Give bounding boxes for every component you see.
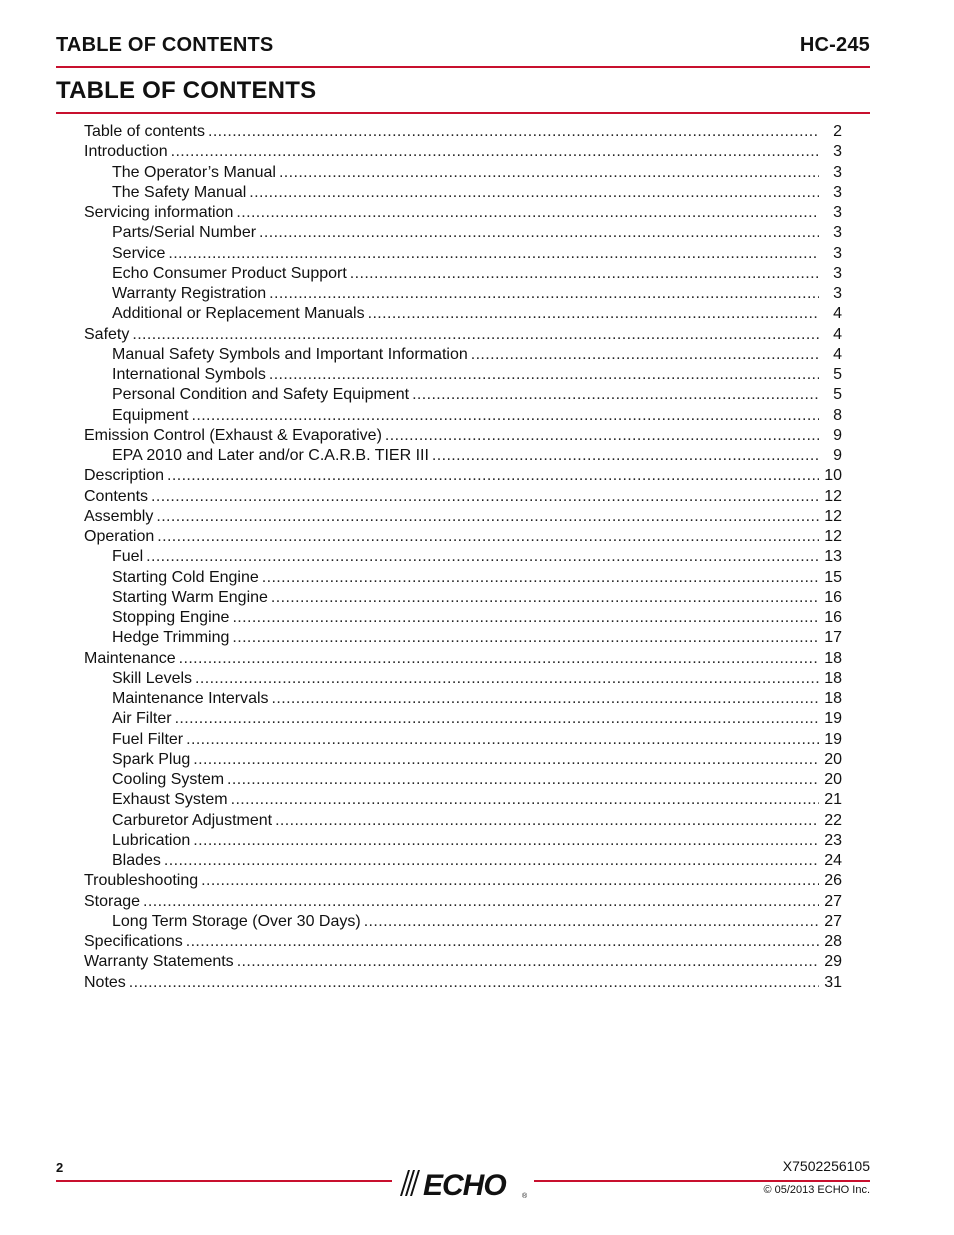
toc-dot-leader: [432, 446, 819, 466]
toc-entry[interactable]: [84, 365, 842, 385]
toc-entry[interactable]: [84, 730, 842, 750]
toc-entry-label: Contents: [84, 487, 149, 505]
toc-entry[interactable]: [84, 973, 842, 993]
toc-entry-label: Troubleshooting: [84, 872, 199, 890]
toc-entry-label: Carburetor Adjustment: [112, 811, 273, 829]
toc-entry[interactable]: [84, 527, 842, 547]
toc-dot-leader: [249, 183, 819, 203]
toc-entry-page: 3: [833, 224, 842, 242]
toc-entry-page: 21: [824, 791, 842, 809]
toc-list: [84, 122, 842, 993]
toc-entry-label: Warranty Statements: [84, 953, 234, 971]
toc-entry-page: 17: [824, 629, 842, 647]
toc-entry-page: 27: [824, 892, 842, 910]
toc-entry-page: 3: [833, 163, 842, 181]
toc-entry[interactable]: [84, 709, 842, 729]
toc-entry-page: 12: [824, 487, 842, 505]
running-header-title: TABLE OF CONTENTS: [56, 34, 274, 56]
toc-dot-leader: [350, 264, 819, 284]
toc-entry[interactable]: [84, 811, 842, 831]
toc-entry-label: Echo Consumer Product Support: [112, 264, 347, 282]
toc-dot-leader: [192, 406, 820, 426]
toc-dot-leader: [146, 547, 819, 567]
toc-dot-leader: [157, 527, 819, 547]
toc-entry-label: Warranty Registration: [112, 285, 267, 302]
toc-entry[interactable]: [84, 183, 842, 203]
toc-entry-page: 18: [824, 649, 842, 667]
toc-dot-leader: [129, 973, 819, 993]
toc-entry-page: 15: [824, 568, 842, 586]
toc-entry[interactable]: [84, 912, 842, 932]
toc-entry[interactable]: [84, 507, 842, 527]
toc-entry[interactable]: [84, 831, 842, 851]
toc-dot-leader: [143, 892, 819, 912]
toc-entry-label: Starting Cold Engine: [112, 568, 259, 586]
toc-entry-page: 24: [824, 852, 842, 869]
toc-entry[interactable]: [84, 547, 842, 567]
toc-entry-page: 22: [824, 811, 842, 829]
toc-entry[interactable]: [84, 750, 842, 770]
toc-entry-label: Maintenance Intervals: [112, 690, 269, 707]
toc-entry-label: Servicing information: [84, 204, 234, 221]
toc-entry-page: 10: [824, 467, 842, 485]
toc-dot-leader: [385, 426, 819, 446]
model-number: HC-245: [799, 34, 870, 56]
toc-entry-label: International Symbols: [112, 366, 266, 383]
toc-entry-label: Service: [112, 244, 166, 262]
toc-entry-label: Long Term Storage (Over 30 Days): [112, 912, 361, 930]
toc-dot-leader: [171, 142, 819, 162]
toc-entry-page: 9: [833, 426, 842, 444]
toc-entry[interactable]: [84, 223, 842, 243]
toc-dot-leader: [208, 122, 819, 142]
toc-entry-label: Maintenance: [84, 649, 176, 667]
toc-entry[interactable]: [84, 588, 842, 608]
toc-entry-page: 31: [824, 973, 842, 991]
toc-entry-page: 13: [824, 548, 842, 566]
toc-entry-label: Assembly: [84, 507, 154, 525]
toc-entry-page: 20: [824, 750, 842, 768]
toc-entry-page: 3: [833, 143, 842, 161]
toc-dot-leader: [193, 831, 819, 851]
toc-entry[interactable]: [84, 203, 842, 223]
svg-text:®: ®: [522, 1193, 528, 1200]
toc-entry[interactable]: [84, 669, 842, 689]
toc-entry[interactable]: [84, 466, 842, 486]
toc-entry-label: Description: [84, 467, 165, 485]
toc-entry[interactable]: [84, 122, 842, 142]
toc-entry-label: Specifications: [84, 933, 183, 950]
toc-entry-label: Starting Warm Engine: [112, 588, 268, 606]
toc-entry-page: 3: [833, 285, 842, 302]
document-number: X7502256105: [782, 1158, 870, 1174]
page-number: 2: [56, 1160, 64, 1175]
toc-dot-leader: [201, 871, 819, 891]
toc-dot-leader: [132, 325, 819, 345]
toc-entry[interactable]: [84, 770, 842, 790]
toc-entry[interactable]: [84, 142, 842, 162]
toc-dot-leader: [175, 709, 819, 729]
toc-entry-page: 26: [824, 872, 842, 890]
toc-entry[interactable]: [84, 487, 842, 507]
toc-entry[interactable]: [84, 284, 842, 304]
toc-entry-label: Emission Control (Exhaust & Evaporative): [84, 426, 382, 444]
toc-entry-label: Skill Levels: [112, 669, 193, 687]
toc-entry[interactable]: [84, 244, 842, 264]
toc-entry-label: Lubrication: [112, 831, 191, 849]
toc-entry-page: 2: [833, 123, 842, 140]
toc-dot-leader: [236, 203, 819, 223]
footer-rule-left: [56, 1180, 392, 1182]
toc-entry-label: Fuel: [112, 548, 144, 566]
toc-entry[interactable]: [84, 426, 842, 446]
section-title-block: [56, 74, 870, 114]
toc-entry[interactable]: [84, 325, 842, 345]
toc-entry-page: 23: [824, 831, 842, 849]
toc-entry-page: 29: [824, 953, 842, 971]
toc-dot-leader: [259, 223, 819, 243]
toc-entry[interactable]: [84, 851, 842, 871]
toc-entry-page: 3: [833, 183, 842, 201]
copyright-notice: © 05/2013 ECHO Inc.: [763, 1184, 870, 1196]
toc-entry[interactable]: [84, 608, 842, 628]
page-title: TABLE OF CONTENTS: [56, 77, 317, 104]
toc-entry-page: 8: [833, 406, 842, 424]
toc-entry[interactable]: [84, 446, 842, 466]
toc-dot-leader: [232, 608, 819, 628]
toc-entry-label: The Safety Manual: [112, 183, 247, 201]
toc-entry-label: Spark Plug: [112, 750, 191, 768]
toc-entry-page: 18: [824, 669, 842, 687]
toc-entry-page: 12: [824, 507, 842, 525]
toc-dot-leader: [168, 244, 819, 264]
toc-dot-leader: [186, 932, 819, 952]
toc-entry-page: 19: [824, 710, 842, 728]
toc-entry-label: Stopping Engine: [112, 609, 230, 626]
toc-dot-leader: [195, 669, 819, 689]
toc-entry-page: 20: [824, 771, 842, 788]
toc-dot-leader: [364, 912, 819, 932]
toc-dot-leader: [269, 284, 819, 304]
toc-entry-page: 12: [824, 528, 842, 545]
toc-entry[interactable]: [84, 689, 842, 709]
toc-entry-label: Exhaust System: [112, 791, 228, 809]
toc-entry[interactable]: [84, 264, 842, 284]
toc-entry-label: Hedge Trimming: [112, 629, 230, 647]
toc-entry[interactable]: [84, 649, 842, 669]
toc-entry[interactable]: [84, 628, 842, 648]
toc-entry[interactable]: [84, 871, 842, 891]
toc-dot-leader: [167, 466, 819, 486]
toc-entry-page: 3: [833, 244, 842, 262]
toc-entry-page: 4: [833, 305, 842, 323]
toc-dot-leader: [269, 365, 819, 385]
toc-dot-leader: [151, 487, 819, 507]
toc-entry-page: 5: [833, 366, 842, 383]
toc-dot-leader: [262, 568, 819, 588]
toc-entry-page: 16: [824, 588, 842, 606]
toc-entry-label: Notes: [84, 973, 126, 991]
toc-entry-label: Safety: [84, 325, 130, 343]
toc-dot-leader: [275, 811, 819, 831]
toc-entry-page: 5: [833, 386, 842, 404]
toc-entry[interactable]: [84, 406, 842, 426]
toc-entry-page: 4: [833, 325, 842, 343]
toc-entry[interactable]: [84, 385, 842, 405]
toc-dot-leader: [179, 649, 819, 669]
toc-dot-leader: [279, 163, 819, 183]
toc-entry-label: Air Filter: [112, 710, 172, 728]
toc-entry-label: Additional or Replacement Manuals: [112, 305, 365, 323]
toc-entry-page: 4: [833, 345, 842, 363]
toc-entry-label: Cooling System: [112, 771, 225, 788]
toc-entry-page: 16: [824, 609, 842, 626]
toc-entry-page: 3: [833, 264, 842, 282]
toc-dot-leader: [156, 507, 819, 527]
toc-entry[interactable]: [84, 932, 842, 952]
toc-dot-leader: [368, 304, 819, 324]
toc-entry-page: 28: [824, 933, 842, 950]
toc-dot-leader: [272, 689, 819, 709]
echo-logo-icon: [394, 1166, 534, 1200]
page-footer: [56, 1158, 870, 1208]
toc-entry-page: 9: [833, 447, 842, 464]
toc-entry-label: Introduction: [84, 143, 168, 161]
toc-entry-label: Equipment: [112, 406, 189, 424]
toc-dot-leader: [164, 851, 819, 871]
toc-entry[interactable]: [84, 345, 842, 365]
toc-entry-label: Fuel Filter: [112, 730, 184, 748]
footer-rule-right: [534, 1180, 870, 1182]
toc-dot-leader: [232, 628, 819, 648]
toc-dot-leader: [412, 385, 819, 405]
toc-entry-page: 27: [824, 912, 842, 930]
toc-entry[interactable]: [84, 163, 842, 183]
toc-entry-label: Blades: [112, 852, 161, 869]
toc-entry[interactable]: [84, 304, 842, 324]
toc-entry[interactable]: [84, 892, 842, 912]
toc-entry-label: Parts/Serial Number: [112, 224, 257, 242]
logo-wordmark: ECHO: [423, 1169, 506, 1200]
toc-dot-leader: [271, 588, 819, 608]
toc-entry-label: Operation: [84, 528, 155, 545]
toc-entry-label: EPA 2010 and Later and/or C.A.R.B. TIER III: [112, 447, 429, 464]
toc-entry-label: Personal Condition and Safety Equipment: [112, 386, 410, 404]
toc-dot-leader: [227, 770, 819, 790]
toc-entry[interactable]: [84, 568, 842, 588]
toc-dot-leader: [471, 345, 819, 365]
toc-dot-leader: [186, 730, 819, 750]
toc-entry[interactable]: [84, 952, 842, 972]
toc-entry[interactable]: [84, 790, 842, 810]
toc-entry-label: Manual Safety Symbols and Important Information: [112, 345, 468, 363]
toc-entry-label: The Operator’s Manual: [112, 163, 276, 181]
toc-entry-label: Table of contents: [84, 123, 205, 140]
toc-entry-page: 18: [824, 690, 842, 707]
toc-entry-page: 19: [824, 730, 842, 748]
toc-entry-page: 3: [833, 204, 842, 221]
toc-dot-leader: [193, 750, 819, 770]
running-header: [56, 30, 870, 68]
toc-entry-label: Storage: [84, 892, 141, 910]
toc-dot-leader: [231, 790, 819, 810]
toc-dot-leader: [237, 952, 819, 972]
